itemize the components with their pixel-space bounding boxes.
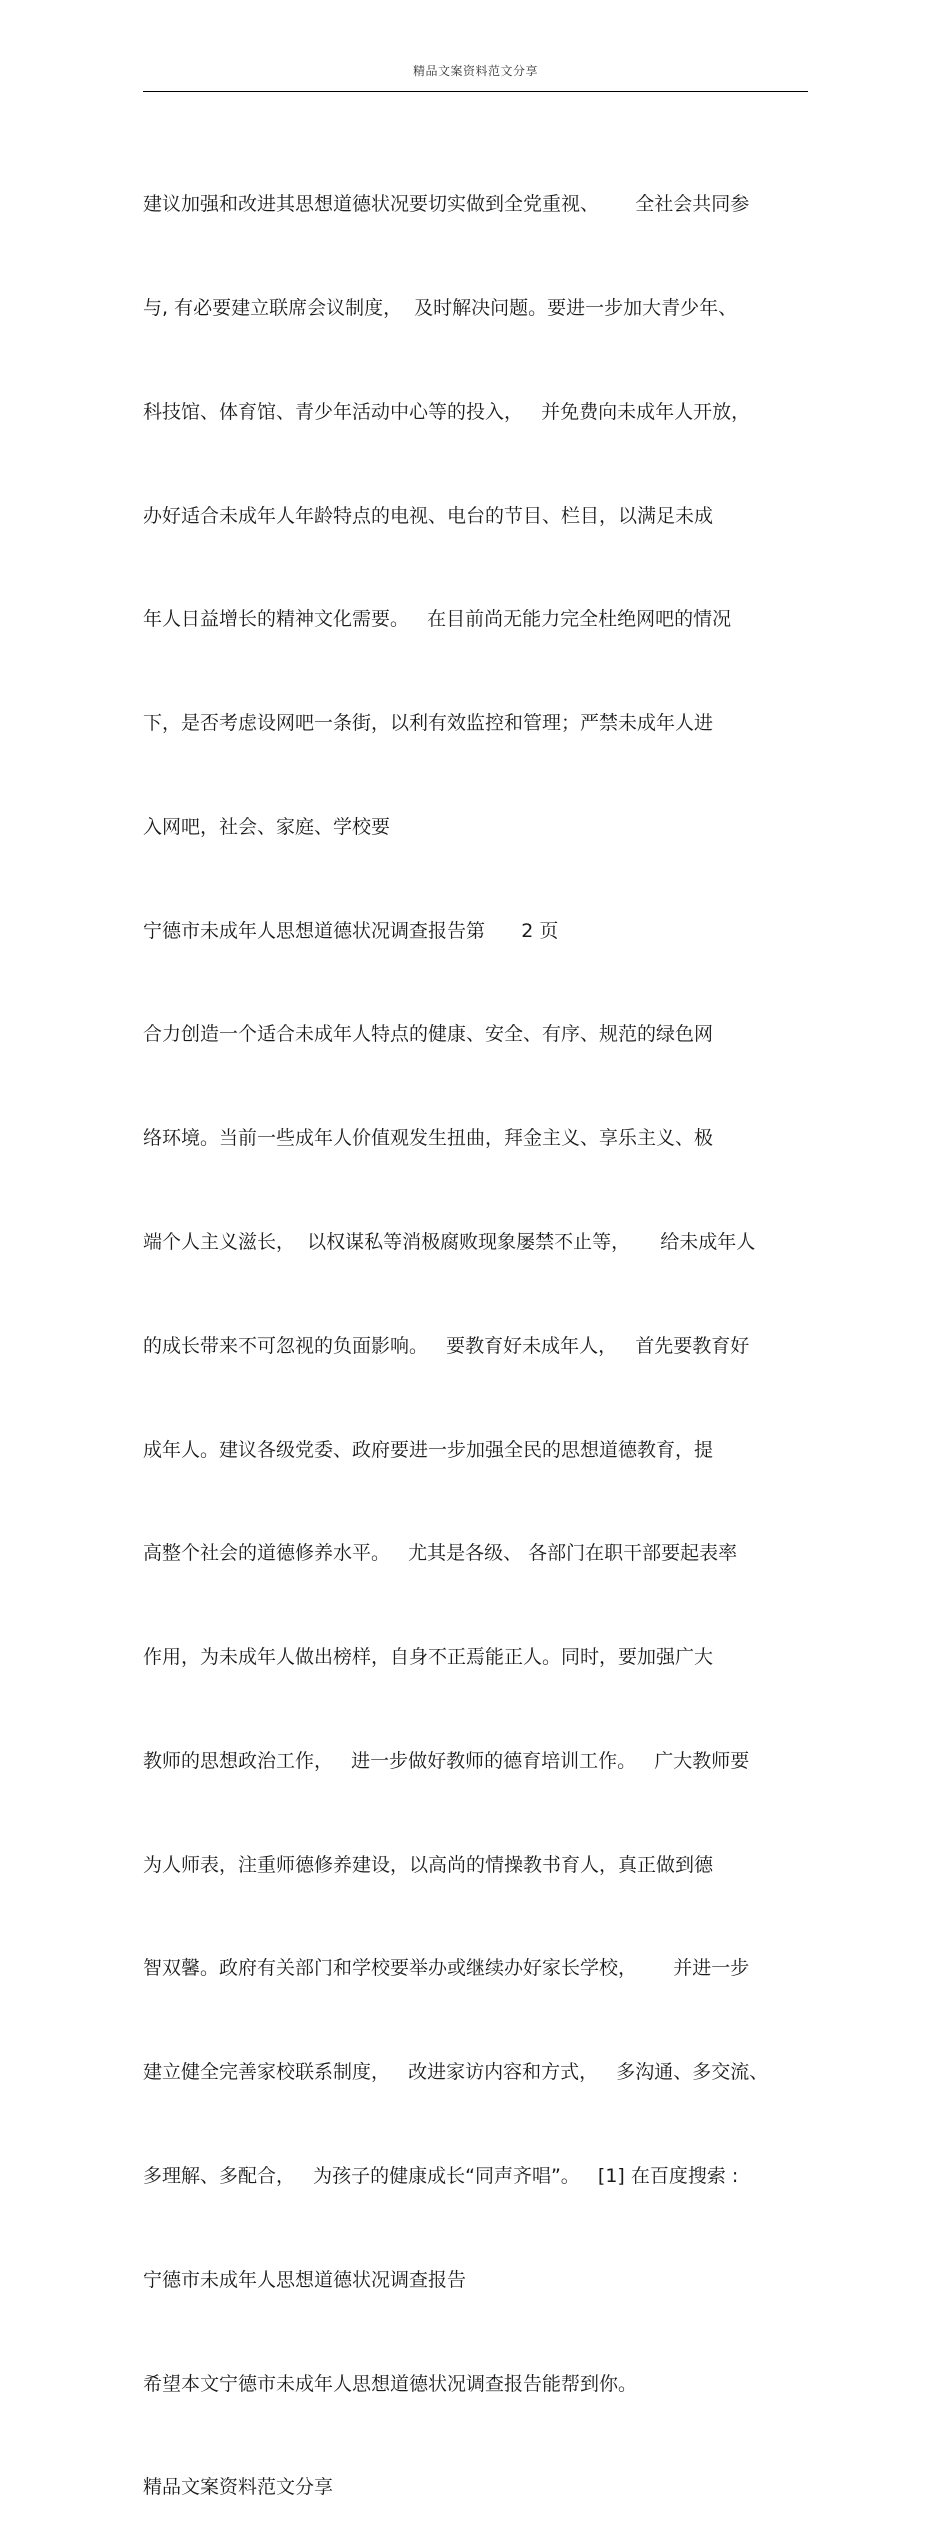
text-line: 多理解、多配合， 为孩子的健康成长“同声齐唱”。 [1] 在百度搜索 :	[143, 2165, 739, 2188]
text-line: 下，是否考虑设网吧一条街，以利有效监控和管理；严禁未成年人进	[143, 712, 714, 735]
text-line: 年人日益增长的精神文化需要。 在目前尚无能力完全杜绝网吧的情况	[143, 608, 732, 631]
text-line: 办好适合未成年人年龄特点的电视、电台的节目、栏目，以满足未成	[143, 504, 714, 527]
text-line: 高整个社会的道德修养水平。 尤其是各级、 各部门在职干部要起表率	[143, 1542, 738, 1565]
text-line: 成年人。建议各级党委、政府要进一步加强全民的思想道德教育，提	[143, 1438, 714, 1461]
page-header: 精品文案资料范文分享	[412, 64, 538, 78]
text-line: 教师的思想政治工作， 进一步做好教师的德育培训工作。 广大教师要	[143, 1749, 750, 1772]
header-divider	[143, 91, 808, 92]
text-line: 科技馆、体育馆、青少年活动中心等的投入， 并免费向未成年人开放，	[143, 400, 751, 423]
text-line: 建立健全完善家校联系制度， 改进家访内容和方式， 多沟通、多交流、	[143, 2061, 769, 2084]
document-body	[143, 118, 813, 2540]
text-line: 建议加强和改进其思想道德状况要切实做到全党重视、 全社会共同参	[143, 193, 750, 216]
text-line: 智双馨。政府有关部门和学校要举办或继续办好家长学校， 并进一步	[143, 1957, 750, 1980]
page-number-line: 宁德市未成年人思想道德状况调查报告第 2 页	[143, 919, 559, 942]
text-line: 入网吧，社会、家庭、学校要	[143, 815, 391, 838]
text-line: 端个人主义滋长， 以权谋私等消极腐败现象屡禁不止等， 给未成年人	[143, 1231, 756, 1253]
text-line: 络环境。当前一些成年人价值观发生扭曲，拜金主义、享乐主义、极	[143, 1127, 714, 1150]
text-line: 的成长带来不可忽视的负面影响。 要教育好未成年人， 首先要教育好	[143, 1334, 750, 1357]
text-line: 作用，为未成年人做出榜样，自身不正焉能正人。同时，要加强广大	[143, 1646, 714, 1669]
footer-text: 精品文案资料范文分享	[143, 2476, 334, 2499]
text-line: 为人师表，注重师德修养建设，以高尚的情操教书育人，真正做到德	[143, 1853, 714, 1876]
text-line: 合力创造一个适合未成年人特点的健康、安全、有序、规范的绿色网	[143, 1023, 714, 1046]
text-line: 宁德市未成年人思想道德状况调查报告	[143, 2268, 467, 2291]
text-line: 与, 有必要建立联席会议制度， 及时解决问题。要进一步加大青少年、	[143, 296, 738, 319]
text-line: 希望本文宁德市未成年人思想道德状况调查报告能帮到你。	[143, 2372, 638, 2395]
